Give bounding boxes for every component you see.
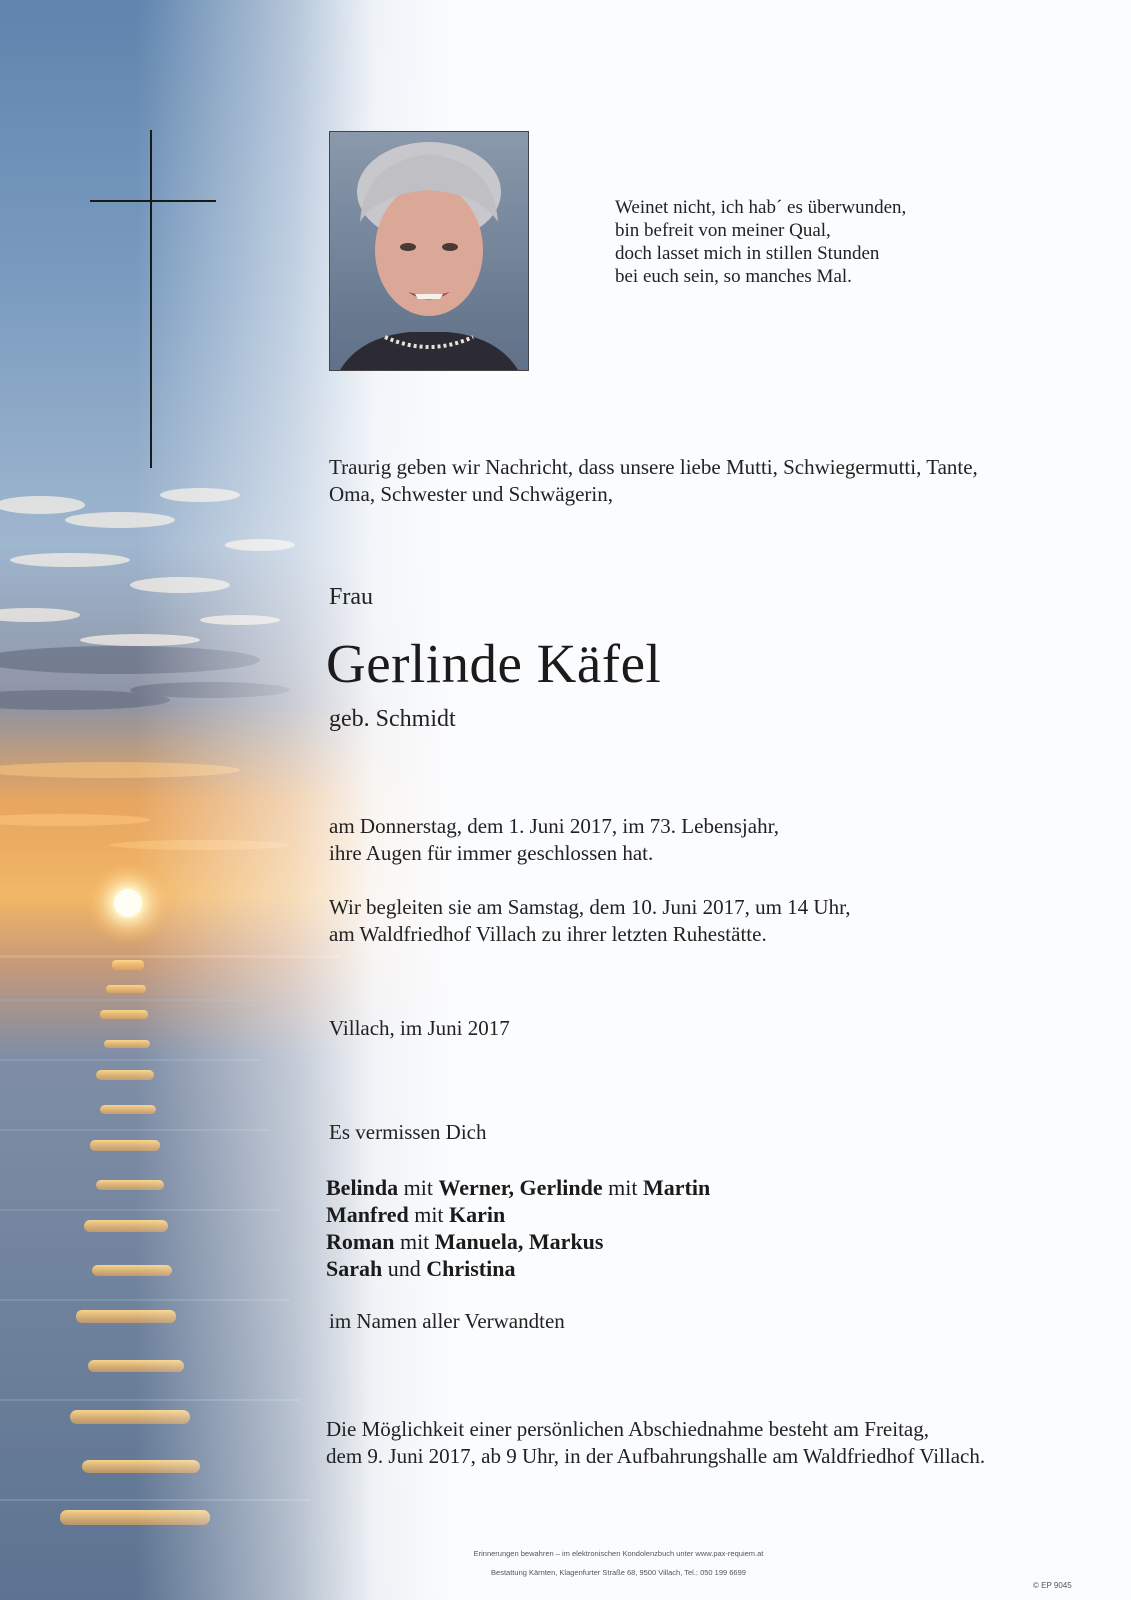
deceased-name: Gerlinde Käfel (326, 633, 662, 694)
funeral-line: am Waldfriedhof Villach zu ihrer letzten Ruhestätte. (329, 922, 767, 946)
portrait-photo (329, 131, 529, 371)
mourner-name: Martin (643, 1175, 711, 1200)
announcement-intro (329, 454, 1069, 508)
mourner-connector: mit (602, 1175, 643, 1200)
mourner-name: Roman (326, 1229, 395, 1254)
mourner-name: Christina (426, 1256, 516, 1281)
relatives-note: im Namen aller Verwandten (329, 1309, 565, 1333)
mourner-name: Karin (449, 1202, 506, 1227)
funeral-notice (329, 894, 850, 948)
mourner-line (326, 1201, 710, 1228)
viewing-line: Die Möglichkeit einer persönlichen Abschiednahme besteht am Freitag, (326, 1417, 929, 1441)
death-line: ihre Augen für immer geschlossen hat. (329, 841, 654, 865)
mourner-name: Manfred (326, 1202, 409, 1227)
viewing-notice (326, 1416, 1106, 1470)
place-date: Villach, im Juni 2017 (329, 1016, 510, 1040)
mourner-connector: mit (408, 1202, 450, 1227)
poem (615, 196, 906, 288)
salutation: Frau (329, 584, 373, 610)
death-line: am Donnerstag, dem 1. Juni 2017, im 73. Lebensjahr, (329, 814, 779, 838)
mourner-name: Belinda (326, 1175, 399, 1200)
cross-icon-horizontal (90, 200, 216, 202)
mourner-connector: und (382, 1256, 427, 1281)
mourner-name: Werner, Gerlinde (438, 1175, 603, 1200)
intro-line: Oma, Schwester und Schwägerin, (329, 482, 614, 506)
viewing-line: dem 9. Juni 2017, ab 9 Uhr, in der Aufbahrungshalle am Waldfriedhof Villach. (326, 1444, 986, 1468)
poem-line: bin befreit von meiner Qual, (615, 220, 831, 241)
funeral-line: Wir begleiten sie am Samstag, dem 10. Juni 2017, um 14 Uhr, (329, 895, 851, 919)
mourner-name: Sarah (326, 1256, 383, 1281)
maiden-name: geb. Schmidt (329, 706, 456, 732)
mourner-line (326, 1255, 710, 1282)
mourner-name: Manuela, Markus (434, 1229, 604, 1254)
poem-line: doch lasset mich in stillen Stunden (615, 243, 880, 264)
mourners-heading: Es vermissen Dich (329, 1120, 487, 1144)
footer-condolence: Erinnerungen bewahren – im elektronischen Kondolenzbuch unter www.pax-requiem.at (473, 1549, 764, 1558)
mourner-connector: mit (398, 1175, 439, 1200)
mourners-list (326, 1174, 710, 1282)
death-notice (329, 813, 779, 867)
mourner-line (326, 1228, 710, 1255)
footer-address: Bestattung Kärnten, Klagenfurter Straße 68, 9500 Villach, Tel.: 050 199 6699 (491, 1568, 746, 1577)
poem-line: Weinet nicht, ich hab´ es überwunden, (615, 197, 907, 218)
poem-line: bei euch sein, so manches Mal. (615, 266, 852, 287)
mourner-connector: mit (394, 1229, 435, 1254)
mourner-line (326, 1174, 710, 1201)
cross-icon-vertical (150, 130, 152, 468)
intro-line: Traurig geben wir Nachricht, dass unsere liebe Mutti, Schwiegermutti, Tante, (329, 455, 978, 479)
print-code: © EP 9045 (1033, 1581, 1072, 1590)
